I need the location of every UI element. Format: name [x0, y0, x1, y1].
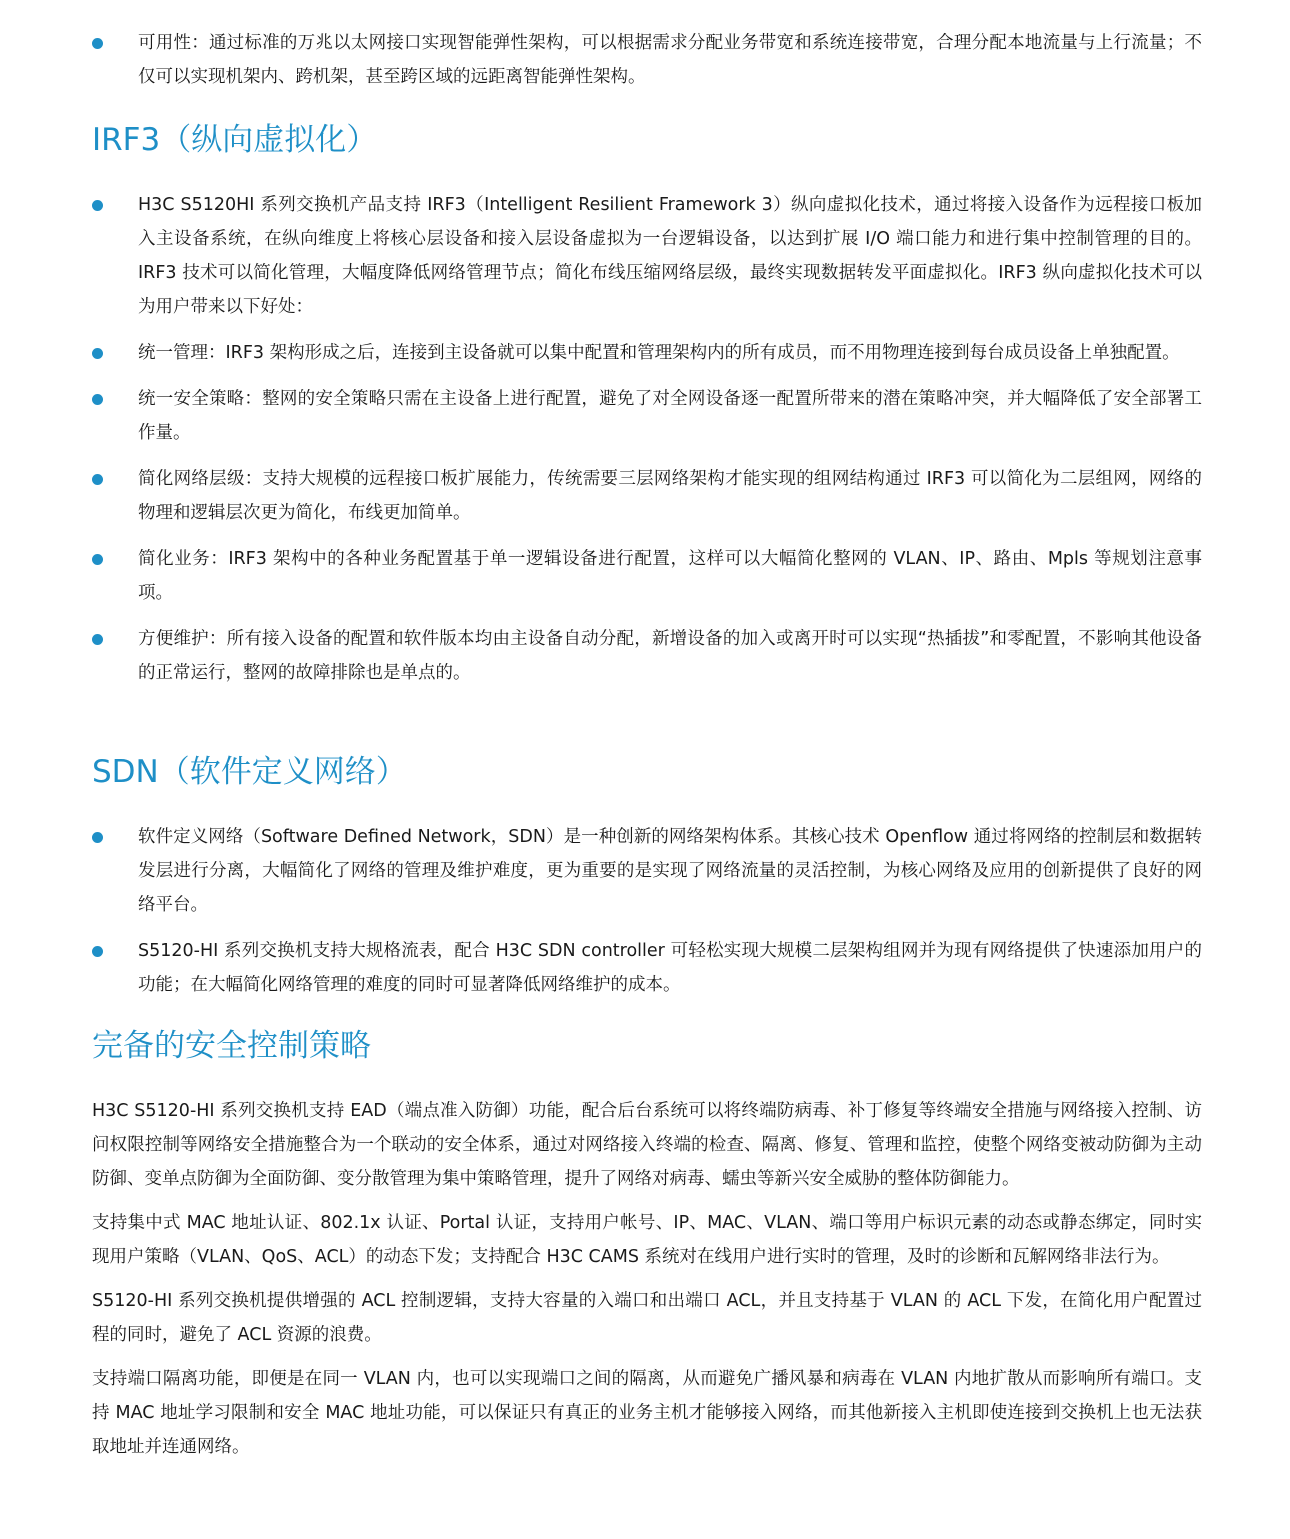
bullet-dot-icon — [92, 832, 103, 843]
list-item — [92, 462, 1202, 530]
list-item-text: 简化业务：IRF3 架构中的各种业务配置基于单一逻辑设备进行配置，这样可以大幅简化整网的 VLAN、IP、路由、Mpls 等规划注意事项。 — [138, 549, 1202, 603]
bullet-dot-icon — [92, 474, 103, 485]
paragraph: H3C S5120-HI 系列交换机支持 EAD（端点准入防御）功能，配合后台系统可以将终端防病毒、补丁修复等终端安全措施与网络接入控制、访问权限控制等网络安全措施整合为一个联动的安全体系，通过对网络接入终端的检查、隔离、修复、管理和监控，使整个网络变被动防御为主动防御、变单点防御为全面防御、变分散管理为集中策略管理，提升了网络对病毒、蠕虫等新兴安全威胁的整体防御能力。 — [92, 1101, 1202, 1189]
section-heading-security: 完备的安全控制策略 — [92, 1028, 371, 1064]
bullet-dot-icon — [92, 554, 103, 565]
list-item — [92, 934, 1202, 1002]
list-item-text: 统一安全策略：整网的安全策略只需在主设备上进行配置，避免了对全网设备逐一配置所带来的潜在策略冲突，并大幅降低了安全部署工作量。 — [138, 389, 1202, 443]
list-item-text: 软件定义网络（Software Defined Network，SDN）是一种创新的网络架构体系。其核心技术 Openflow 通过将网络的控制层和数据转发层进行分离，大幅简化了网络的管理及维护难度，更为重要的是实现了网络流量的灵活控制，为核心网络及应用的创新提供了良好的网络平台。 — [138, 827, 1202, 915]
list-item — [92, 542, 1202, 610]
list-item — [92, 820, 1202, 922]
list-item-text: H3C S5120HI 系列交换机产品支持 IRF3（Intelligent Resilient Framework 3）纵向虚拟化技术，通过将接入设备作为远程接口板加入主设备系统，在纵向维度上将核心层设备和接入层设备虚拟为一台逻辑设备，以达到扩展 I/O 端口能力和进行集中控制管理的目的。IRF3 技术可以简化管理，大幅度降低网络管理节点；简化布线压缩网络层级，最终实现数据转发平面虚拟化。IRF3 纵向虚拟化技术可以为用户带来以下好处： — [138, 195, 1202, 317]
section-heading-sdn: SDN（软件定义网络） — [92, 754, 407, 790]
bullet-dot-icon — [92, 348, 103, 359]
list-item — [92, 26, 1202, 94]
bullet-dot-icon — [92, 38, 103, 49]
paragraph: 支持集中式 MAC 地址认证、802.1x 认证、Portal 认证，支持用户帐号、IP、MAC、VLAN、端口等用户标识元素的动态或静态绑定，同时实现用户策略（VLAN、QoS、ACL）的动态下发；支持配合 H3C CAMS 系统对在线用户进行实时的管理，及时的诊断和瓦解网络非法行为。 — [92, 1213, 1202, 1267]
paragraph: 支持端口隔离功能，即便是在同一 VLAN 内，也可以实现端口之间的隔离，从而避免广播风暴和病毒在 VLAN 内地扩散从而影响所有端口。支持 MAC 地址学习限制和安全 MAC 地址功能，可以保证只有真正的业务主机才能够接入网络，而其他新接入主机即使连接到交换机上也无法获取地址并连通网络。 — [92, 1369, 1202, 1457]
list-item — [92, 188, 1202, 324]
intro-section — [92, 26, 1202, 106]
list-item-text: 统一管理：IRF3 架构形成之后，连接到主设备就可以集中配置和管理架构内的所有成员，而不用物理连接到每台成员设备上单独配置。 — [138, 343, 1180, 363]
security-section — [92, 1026, 1202, 1066]
list-item-text: S5120-HI 系列交换机支持大规格流表，配合 H3C SDN controller 可轻松实现大规模二层架构组网并为现有网络提供了快速添加用户的功能；在大幅简化网络管理的难度的同时可显著降低网络维护的成本。 — [138, 941, 1202, 995]
list-item — [92, 336, 1202, 370]
sdn-list — [92, 820, 1202, 1014]
bullet-dot-icon — [92, 634, 103, 645]
section-heading-irf3: IRF3（纵向虚拟化） — [92, 122, 378, 158]
bullet-dot-icon — [92, 946, 103, 957]
list-item-text: 可用性：通过标准的万兆以太网接口实现智能弹性架构，可以根据需求分配业务带宽和系统连接带宽，合理分配本地流量与上行流量；不仅可以实现机架内、跨机架，甚至跨区域的远距离智能弹性架构。 — [138, 33, 1202, 87]
security-body — [92, 1094, 1202, 1474]
sdn-section — [92, 752, 1202, 792]
irf3-section — [92, 120, 1202, 160]
paragraph: S5120-HI 系列交换机提供增强的 ACL 控制逻辑，支持大容量的入端口和出端口 ACL，并且支持基于 VLAN 的 ACL 下发，在简化用户配置过程的同时，避免了 ACL 资源的浪费。 — [92, 1291, 1202, 1345]
list-item — [92, 382, 1202, 450]
bullet-dot-icon — [92, 394, 103, 405]
irf3-list — [92, 188, 1202, 702]
list-item-text: 方便维护：所有接入设备的配置和软件版本均由主设备自动分配，新增设备的加入或离开时可以实现“热插拔”和零配置，不影响其他设备的正常运行，整网的故障排除也是单点的。 — [138, 629, 1202, 683]
list-item-text: 简化网络层级：支持大规模的远程接口板扩展能力，传统需要三层网络架构才能实现的组网结构通过 IRF3 可以简化为二层组网，网络的物理和逻辑层次更为简化，布线更加简单。 — [138, 469, 1202, 523]
bullet-dot-icon — [92, 200, 103, 211]
list-item — [92, 622, 1202, 690]
